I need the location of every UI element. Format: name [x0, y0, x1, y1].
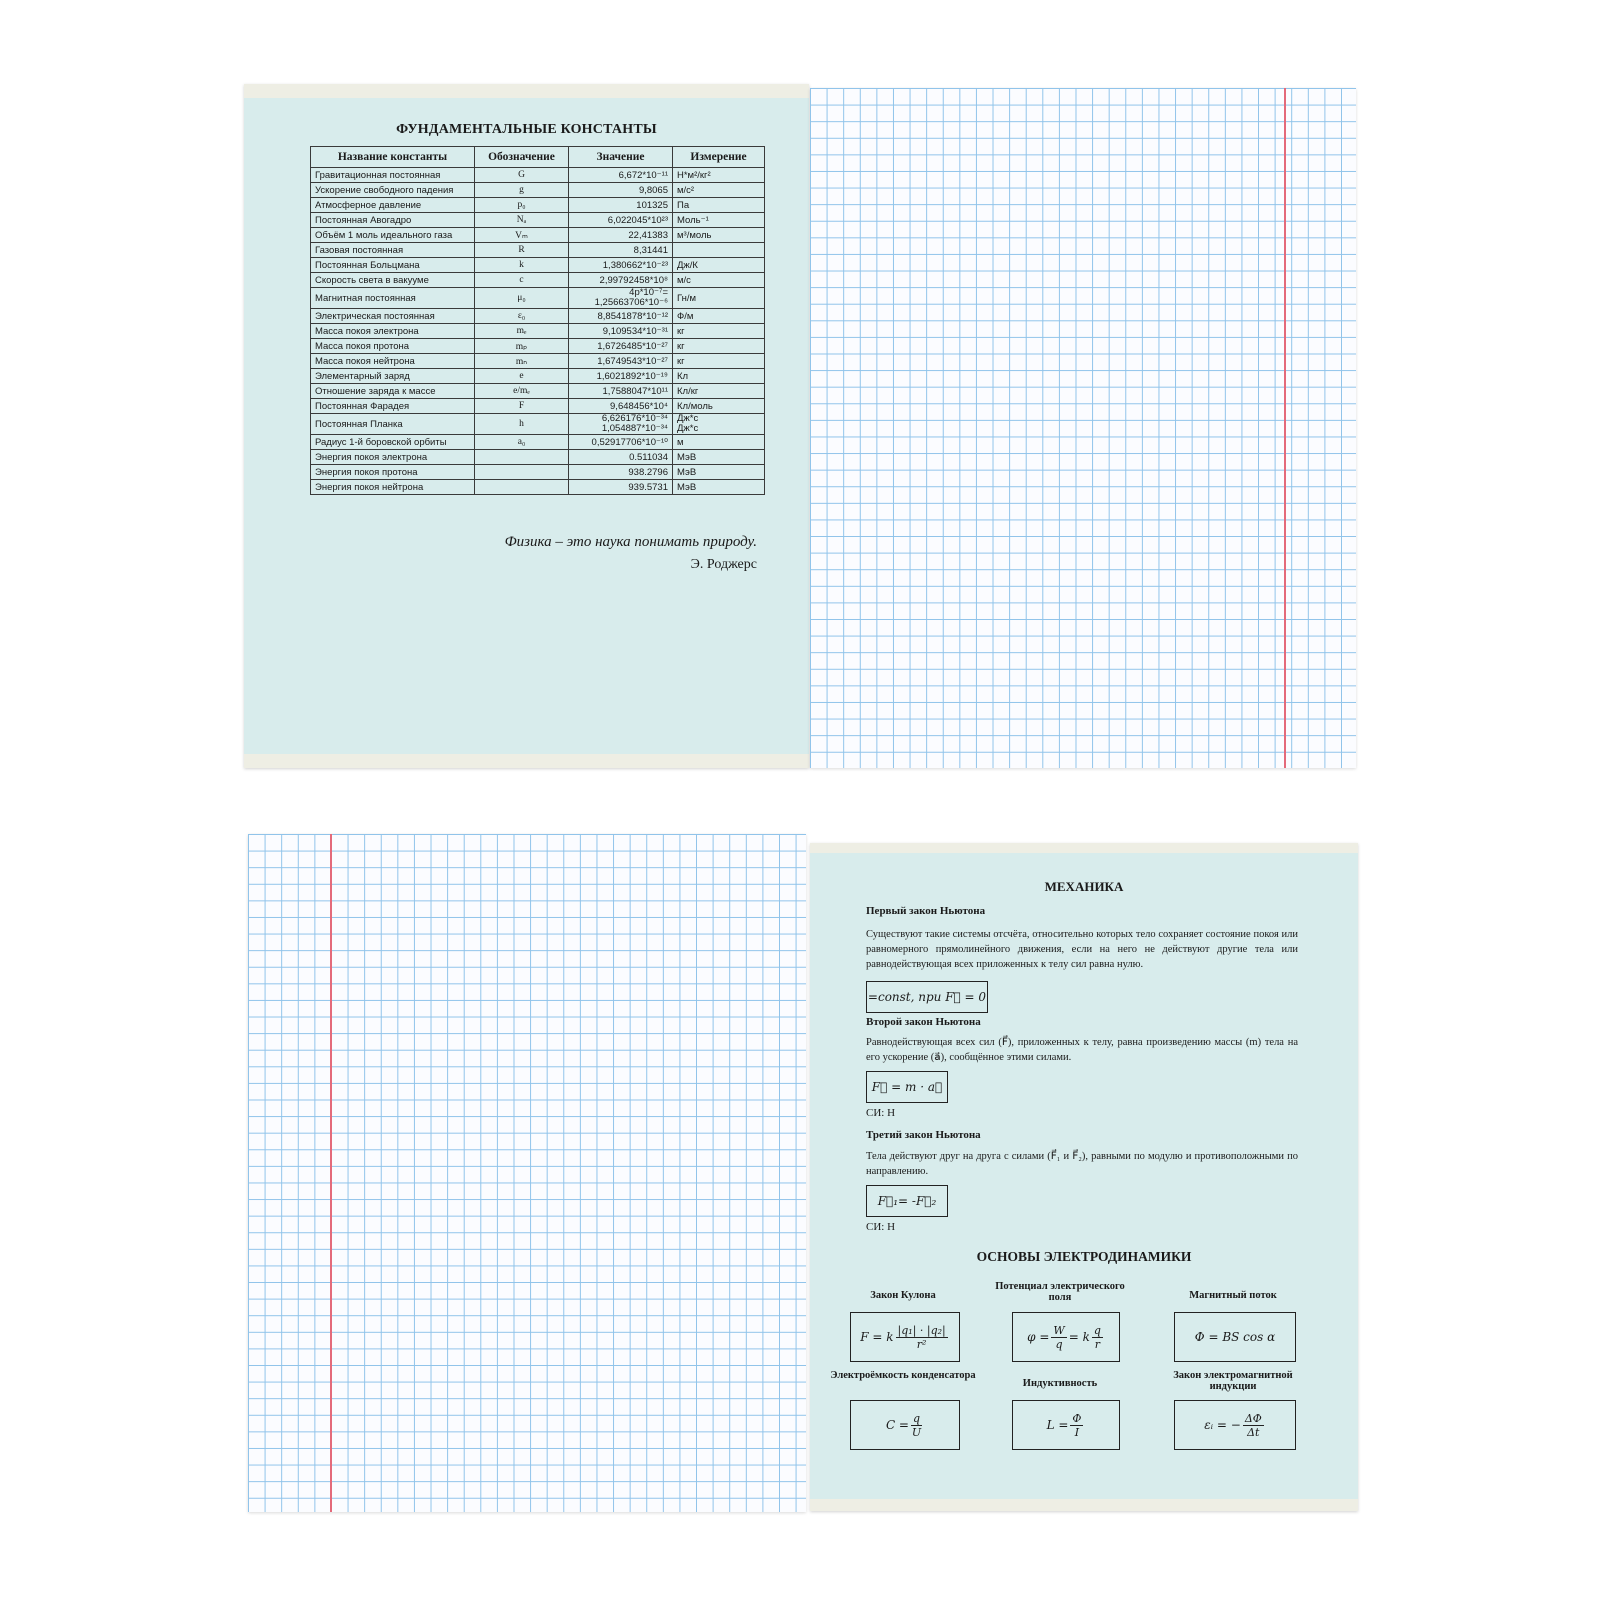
induction-law-label: Закон электромагнитной индукции: [1173, 1370, 1293, 1392]
constant-unit: [673, 243, 765, 258]
constant-symbol: F: [475, 399, 569, 414]
constant-symbol: mₙ: [475, 354, 569, 369]
law1-formula-box: [866, 981, 988, 1013]
table-row: [311, 450, 765, 465]
table-row: [311, 228, 765, 243]
inductance-denominator: I: [1074, 1425, 1080, 1439]
law1-text: Существуют такие системы отсчёта, относительно которых тело сохраняет состояние покоя или равномерного прямолинейного движения, если на него не действуют другие тела или равнодействующая всех приложенных к телу сил равна нулю.: [866, 929, 1298, 970]
law3-formula-box: [866, 1185, 948, 1217]
magnetic-flux-label: Магнитный поток: [1189, 1290, 1277, 1301]
constant-value: 9,8065: [569, 183, 673, 198]
mechanics-title: МЕХАНИКА: [1044, 879, 1124, 894]
constant-name: Постоянная Фарадея: [311, 399, 475, 414]
constant-unit: МэВ: [673, 450, 765, 465]
capacitance-fraction: [911, 1412, 922, 1439]
potential-fraction-2: [1092, 1324, 1103, 1351]
inductance-fraction: [1070, 1412, 1083, 1439]
constant-unit: МэВ: [673, 465, 765, 480]
quote-block: [357, 534, 757, 573]
col-header-value: Значение: [569, 147, 673, 168]
constant-unit: м³/моль: [673, 228, 765, 243]
constant-value: 6,626176*10⁻³⁴ 1,054887*10⁻³⁴: [569, 414, 673, 435]
law2-text: Равнодействующая всех сил (F⃗), приложенных к телу, равна произведению массы (m) тела на его ускорение (a⃗), сообщённое этими силами.: [866, 1037, 1298, 1063]
constant-value: 939.5731: [569, 480, 673, 495]
constants-table: [310, 146, 765, 495]
coulomb-numerator: |q₁| · |q₂|: [897, 1323, 946, 1337]
table-row: [311, 324, 765, 339]
constant-name: Магнитная постоянная: [311, 288, 475, 309]
constant-unit: Кл/кг: [673, 384, 765, 399]
constant-unit: Ф/м: [673, 309, 765, 324]
table-row: [311, 243, 765, 258]
constant-unit: кг: [673, 354, 765, 369]
constant-symbol: R: [475, 243, 569, 258]
potential-label: Потенциал электрического поля: [995, 1281, 1125, 1303]
constant-value: 9,648456*10⁴: [569, 399, 673, 414]
constant-symbol: ε₀: [475, 309, 569, 324]
constant-unit: Дж*с Дж*с: [673, 414, 765, 435]
magnetic-flux-formula: Φ = BS cos α: [1194, 1330, 1276, 1344]
constant-name: Атмосферное давление: [311, 198, 475, 213]
law3-text: Тела действуют друг на друга с силами (F⃗₁ и F⃗₂), равными по модулю и противоположными по направлению.: [866, 1151, 1298, 1177]
constant-name: Постоянная Авогадро: [311, 213, 475, 228]
constant-value: 4p*10⁻⁷= 1,25663706*10⁻⁶: [569, 288, 673, 309]
col-header-unit: Измерение: [673, 147, 765, 168]
law1-formula: =const, при F⃗ = 0: [867, 990, 987, 1004]
grid-page-top-right: [810, 88, 1356, 768]
constant-symbol: Nₐ: [475, 213, 569, 228]
constant-name: Энергия покоя электрона: [311, 450, 475, 465]
paper-edge: [810, 843, 1358, 853]
constant-symbol: [475, 480, 569, 495]
table-row: [311, 288, 765, 309]
constant-name: Гравитационная постоянная: [311, 168, 475, 183]
electrodynamics-title: ОСНОВЫ ЭЛЕКТРОДИНАМИКИ: [976, 1249, 1192, 1264]
table-row: [311, 414, 765, 435]
capacitance-formula-box: [850, 1400, 960, 1450]
table-row: [311, 339, 765, 354]
potential-numerator-2: q: [1093, 1323, 1101, 1337]
coulomb-denominator: r²: [916, 1337, 927, 1351]
constant-value: 6,672*10⁻¹¹: [569, 168, 673, 183]
constant-value: 8,31441: [569, 243, 673, 258]
table-row: [311, 369, 765, 384]
law1-title: Первый закон Ньютона: [866, 905, 986, 917]
capacitance-denominator: U: [911, 1425, 922, 1439]
coulomb-fraction: [896, 1324, 948, 1351]
constant-symbol: mₑ: [475, 324, 569, 339]
constant-symbol: k: [475, 258, 569, 273]
constants-table-body: [311, 168, 765, 495]
constant-unit: Гн/м: [673, 288, 765, 309]
constant-name: Масса покоя электрона: [311, 324, 475, 339]
potential-denominator-1: q: [1055, 1337, 1063, 1351]
coulomb-label: Закон Кулона: [870, 1290, 936, 1301]
constant-unit: м: [673, 435, 765, 450]
inductance-lhs: L =: [1046, 1418, 1069, 1432]
induction-law-fraction: [1243, 1412, 1264, 1439]
constant-value: 1,6021892*10⁻¹⁹: [569, 369, 673, 384]
constant-name: Радиус 1-й боровской орбиты: [311, 435, 475, 450]
law2-formula: F⃗ = m · a⃗: [871, 1080, 943, 1094]
constant-name: Энергия покоя протона: [311, 465, 475, 480]
constant-value: 0.511034: [569, 450, 673, 465]
constant-value: 8,8541878*10⁻¹²: [569, 309, 673, 324]
constant-symbol: p₀: [475, 198, 569, 213]
constant-value: 938.2796: [569, 465, 673, 480]
constant-symbol: Vₘ: [475, 228, 569, 243]
constant-unit: Па: [673, 198, 765, 213]
potential-formula-box: [1012, 1312, 1120, 1362]
constant-name: Газовая постоянная: [311, 243, 475, 258]
capacitance-label: Электроёмкость конденсатора: [830, 1370, 976, 1381]
constant-unit: м/с: [673, 273, 765, 288]
constant-value: 1,6749543*10⁻²⁷: [569, 354, 673, 369]
constant-unit: кг: [673, 339, 765, 354]
law3-title: Третий закон Ньютона: [866, 1129, 981, 1141]
law2-si-unit: СИ: Н: [866, 1107, 896, 1119]
constant-name: Объём 1 моль идеального газа: [311, 228, 475, 243]
table-row: [311, 399, 765, 414]
col-header-symbol: Обозначение: [475, 147, 569, 168]
magnetic-flux-formula-box: [1174, 1312, 1296, 1362]
table-row: [311, 384, 765, 399]
quote-text: Физика – это наука понимать природу.: [504, 534, 757, 550]
paper-edge: [244, 754, 809, 768]
capacitance-numerator: q: [913, 1411, 921, 1425]
table-row: [311, 213, 765, 228]
constant-symbol: [475, 465, 569, 480]
constant-name: Масса покоя протона: [311, 339, 475, 354]
constant-symbol: [475, 450, 569, 465]
col-header-name: Название константы: [311, 147, 475, 168]
constant-symbol: h: [475, 414, 569, 435]
paper-edge: [810, 1499, 1358, 1511]
table-row: [311, 480, 765, 495]
table-header-row: [311, 147, 765, 168]
red-margin-line: [330, 834, 332, 1512]
constant-symbol: e/mₑ: [475, 384, 569, 399]
law2-formula-box: [866, 1071, 948, 1103]
constant-symbol: mₚ: [475, 339, 569, 354]
constant-value: 6,022045*10²³: [569, 213, 673, 228]
constant-symbol: μ₀: [475, 288, 569, 309]
constant-value: 1,6726485*10⁻²⁷: [569, 339, 673, 354]
induction-law-numerator: ΔΦ: [1244, 1411, 1262, 1425]
table-row: [311, 258, 765, 273]
constants-title: ФУНДАМЕНТАЛЬНЫЕ КОНСТАНТЫ: [396, 122, 657, 137]
constant-unit: м/с²: [673, 183, 765, 198]
table-row: [311, 273, 765, 288]
capacitance-lhs: C =: [885, 1418, 909, 1432]
paper-edge: [244, 84, 809, 98]
coulomb-lhs: F = k: [860, 1330, 894, 1344]
constant-value: 1,7588047*10¹¹: [569, 384, 673, 399]
constant-unit: Дж/К: [673, 258, 765, 273]
table-row: [311, 465, 765, 480]
constant-name: Скорость света в вакууме: [311, 273, 475, 288]
constant-unit: Н*м²/кг²: [673, 168, 765, 183]
constant-unit: Моль⁻¹: [673, 213, 765, 228]
red-margin-line: [1284, 88, 1286, 768]
constant-value: 22,41383: [569, 228, 673, 243]
induction-law-formula-box: [1174, 1400, 1296, 1450]
constant-name: Элементарный заряд: [311, 369, 475, 384]
constant-symbol: G: [475, 168, 569, 183]
constant-name: Постоянная Планка: [311, 414, 475, 435]
law3-formula: F⃗₁= -F⃗₂: [877, 1194, 937, 1208]
table-row: [311, 168, 765, 183]
grid-page-bottom-left: [248, 834, 806, 1512]
constant-unit: Кл: [673, 369, 765, 384]
constant-unit: МэВ: [673, 480, 765, 495]
inductance-label: Индуктивность: [1022, 1378, 1098, 1389]
table-row: [311, 435, 765, 450]
constant-name: Энергия покоя нейтрона: [311, 480, 475, 495]
potential-denominator-2: r: [1094, 1337, 1100, 1351]
constant-value: 9,109534*10⁻³¹: [569, 324, 673, 339]
induction-law-denominator: Δt: [1247, 1425, 1260, 1439]
constant-name: Электрическая постоянная: [311, 309, 475, 324]
constant-name: Ускорение свободного падения: [311, 183, 475, 198]
inductance-numerator: Φ: [1072, 1411, 1082, 1425]
potential-lhs: φ =: [1027, 1330, 1050, 1344]
table-row: [311, 354, 765, 369]
table-row: [311, 183, 765, 198]
constant-symbol: g: [475, 183, 569, 198]
potential-fraction-1: [1051, 1324, 1066, 1351]
constant-name: Отношение заряда к массе: [311, 384, 475, 399]
law2-title: Второй закон Ньютона: [866, 1016, 981, 1028]
constant-symbol: c: [475, 273, 569, 288]
induction-law-lhs: εᵢ = −: [1204, 1418, 1241, 1432]
constant-value: 1,380662*10⁻²³: [569, 258, 673, 273]
constant-value: 2,99792458*10⁸: [569, 273, 673, 288]
coulomb-formula-box: [850, 1312, 960, 1362]
constant-unit: кг: [673, 324, 765, 339]
constant-symbol: a₀: [475, 435, 569, 450]
table-row: [311, 198, 765, 213]
potential-numerator-1: W: [1053, 1323, 1065, 1337]
constant-value: 0,52917706*10⁻¹⁰: [569, 435, 673, 450]
constants-cover-page: [244, 84, 809, 768]
quote-author: Э. Роджерс: [690, 557, 757, 572]
potential-mid: = k: [1068, 1330, 1090, 1344]
constant-symbol: e: [475, 369, 569, 384]
constant-value: 101325: [569, 198, 673, 213]
inductance-formula-box: [1012, 1400, 1120, 1450]
constant-name: Масса покоя нейтрона: [311, 354, 475, 369]
constant-name: Постоянная Больцмана: [311, 258, 475, 273]
table-row: [311, 309, 765, 324]
constant-unit: Кл/моль: [673, 399, 765, 414]
mechanics-cover-page: [810, 843, 1358, 1511]
law3-si-unit: СИ: Н: [866, 1221, 896, 1233]
